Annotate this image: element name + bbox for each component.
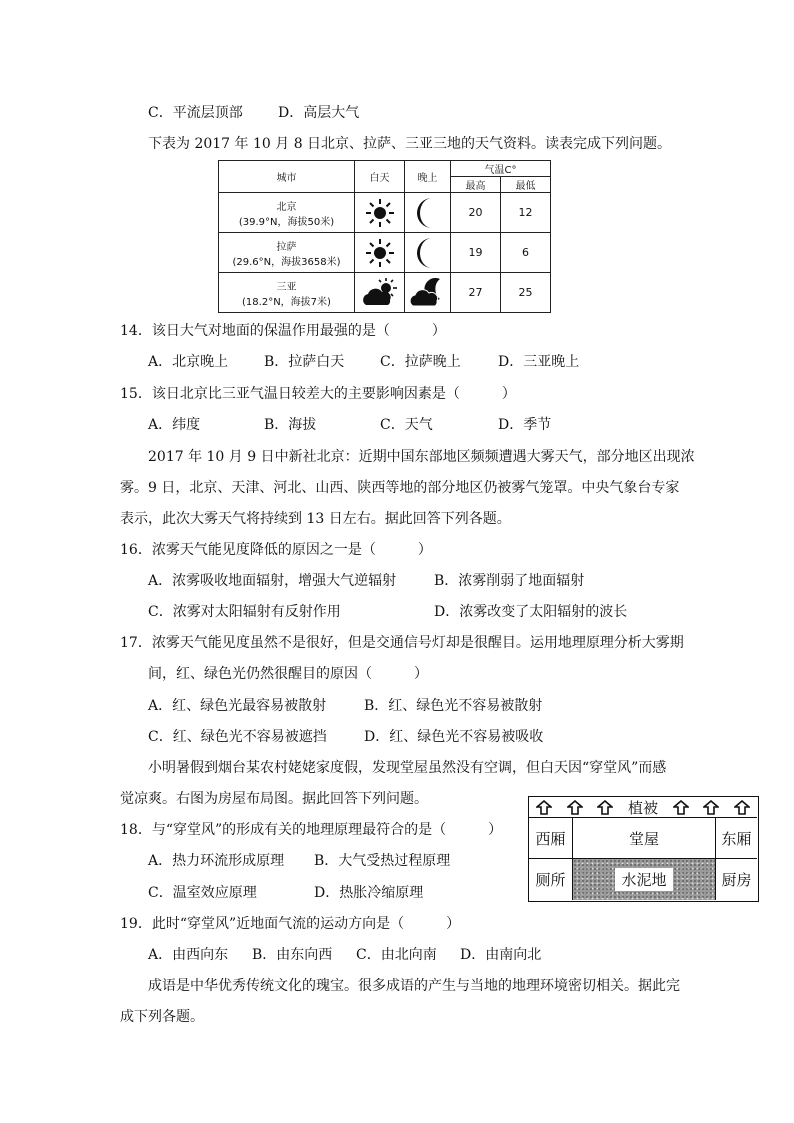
passage-house-2: 觉凉爽。右图为房屋布局图。据此回答下列问题。 <box>120 791 428 807</box>
q18-option-a: A．热力环流形成原理 <box>148 853 285 869</box>
cement-yard <box>573 859 715 900</box>
passage-fog-3: 表示，此次大雾天气将持续到 13 日左右。据此回答下列各题。 <box>120 511 511 527</box>
main-hall: 堂屋 <box>573 818 715 859</box>
q18-option-c: C．温室效应原理 <box>148 885 257 901</box>
night-cell <box>405 233 451 273</box>
q19-option-c: C．由北向南 <box>356 947 437 963</box>
passage-fog-2: 雾。9 日，北京、天津、河北、山西、陕西等地的部分地区仍被雾气笼罩。中央气象台专家 <box>120 480 680 496</box>
moon-icon <box>413 236 443 270</box>
tree-icon <box>703 800 719 815</box>
q17-options-cd <box>148 728 543 746</box>
q19-option-d: D．由南向北 <box>460 947 542 963</box>
kitchen: 厨房 <box>715 859 757 900</box>
q16-stem: 16．浓雾天气能见度降低的原因之一是（ ） <box>120 542 432 558</box>
q16-option-b: B．浓雾削弱了地面辐射 <box>434 573 585 589</box>
q15-option-d: D．季节 <box>498 417 552 433</box>
q17-stem-1: 17．浓雾天气能见度虽然不是很好，但是交通信号灯却是很醒目。运用地理原理分析大雾期 <box>120 635 684 651</box>
night-cell <box>405 273 451 313</box>
q14-option-b: B．拉萨白天 <box>264 354 345 370</box>
q16-option-c: C．浓雾对太阳辐射有反射作用 <box>148 604 341 620</box>
q18-options-ab <box>148 852 450 870</box>
sun-icon <box>365 238 395 268</box>
q14-option-c: C．拉萨晚上 <box>380 354 461 370</box>
weather-table <box>218 160 551 313</box>
table-intro: 下表为 2017 年 10 月 8 日北京、拉萨、三亚三地的天气资料。读表完成下列问题。 <box>148 136 672 152</box>
q15-options <box>148 416 551 434</box>
header-max: 最高 <box>451 177 501 193</box>
tree-icon <box>567 800 583 815</box>
sun-icon <box>365 198 395 228</box>
q15-option-b: B．海拔 <box>264 417 317 433</box>
tree-icon <box>536 800 552 815</box>
city-cell <box>219 233 355 273</box>
city-name: 拉萨 <box>276 241 297 253</box>
west-room: 西厢 <box>529 818 573 859</box>
q13-option-c: C．平流层顶部 <box>148 105 243 121</box>
passage-fog-1: 2017 年 10 月 9 日中新社北京：近期中国东部地区频频遭遇大雾天气，部分地区出现浓 <box>148 449 695 465</box>
tree-icon <box>734 800 750 815</box>
q16-options-ab <box>148 572 584 590</box>
header-min: 最低 <box>501 177 551 193</box>
q19-options <box>148 946 541 964</box>
q15-stem: 15．该日北京比三亚气温日较差大的主要影响因素是（ ） <box>120 386 516 402</box>
q18-option-d: D．热胀冷缩原理 <box>314 885 424 901</box>
q14-stem: 14．该日大气对地面的保温作用最强的是（ ） <box>120 323 446 339</box>
toilet: 厕所 <box>529 859 573 900</box>
q17-stem-2: 间，红、绿色光仍然很醒目的原因（ ） <box>148 666 428 682</box>
q17-option-d: D．红、绿色光不容易被吸收 <box>364 729 544 745</box>
q14-option-a: A．北京晚上 <box>148 354 229 370</box>
max-temp: 20 <box>451 193 501 233</box>
day-cell <box>355 273 405 313</box>
table-row <box>219 233 551 273</box>
cloudy-moon-icon <box>410 278 446 308</box>
table-row <box>219 273 551 313</box>
cement-yard-label: 水泥地 <box>615 868 672 891</box>
city-name: 三亚 <box>276 281 297 293</box>
city-cell <box>219 193 355 233</box>
q15-option-a: A．纬度 <box>148 417 201 433</box>
passage-idiom-2: 成下列各题。 <box>120 1009 204 1025</box>
q17-options-ab <box>148 697 542 715</box>
header-temp: 气温C° <box>451 161 551 177</box>
tree-icon <box>597 800 613 815</box>
city-name: 北京 <box>276 201 297 213</box>
min-temp: 6 <box>501 233 551 273</box>
header-city: 城市 <box>219 161 355 193</box>
city-cell <box>219 273 355 313</box>
q14-option-d: D．三亚晚上 <box>498 354 580 370</box>
passage-house-1: 小明暑假到烟台某农村姥姥家度假，发现堂屋虽然没有空调，但白天因“穿堂风”而感 <box>148 760 667 776</box>
day-cell <box>355 233 405 273</box>
header-night: 晚上 <box>405 161 451 193</box>
city-coord: (39.9°N，海拔50米) <box>238 216 335 228</box>
min-temp: 12 <box>501 193 551 233</box>
q19-option-a: A．由西向东 <box>148 947 229 963</box>
city-coord: (29.6°N，海拔3658米) <box>232 256 341 268</box>
q14-options <box>148 353 579 371</box>
q13-option-d: D．高层大气 <box>278 105 360 121</box>
header-day: 白天 <box>355 161 405 193</box>
q19-option-b: B．由东向西 <box>252 947 333 963</box>
vegetation-strip <box>529 797 757 818</box>
passage-idiom-1: 成语是中华优秀传统文化的瑰宝。很多成语的产生与当地的地理环境密切相关。据此完 <box>148 978 680 994</box>
table-row <box>219 193 551 233</box>
q17-option-a: A．红、绿色光最容易被散射 <box>148 698 327 714</box>
cloudy-sun-icon <box>362 278 398 308</box>
q18-option-b: B．大气受热过程原理 <box>314 853 451 869</box>
max-temp: 27 <box>451 273 501 313</box>
city-coord: (18.2°N，海拔7米) <box>242 296 331 308</box>
q15-option-c: C．天气 <box>380 417 433 433</box>
q19-stem: 19．此时“穿堂风”近地面气流的运动方向是（ ） <box>120 916 461 932</box>
q17-option-c: C．红、绿色光不容易被遮挡 <box>148 729 327 745</box>
max-temp: 19 <box>451 233 501 273</box>
q18-options-cd <box>148 884 423 902</box>
house-layout-diagram <box>528 796 759 902</box>
q18-stem: 18．与“穿堂风”的形成有关的地理原理最符合的是（ ） <box>120 822 503 838</box>
east-room: 东厢 <box>715 818 757 859</box>
moon-icon <box>413 196 443 230</box>
q13-options-cd <box>148 104 359 122</box>
q16-option-d: D．浓雾改变了太阳辐射的波长 <box>434 604 628 620</box>
q16-options-cd <box>148 603 627 621</box>
vegetation-label: 植被 <box>627 798 658 817</box>
night-cell <box>405 193 451 233</box>
day-cell <box>355 193 405 233</box>
q16-option-a: A．浓雾吸收地面辐射，增强大气逆辐射 <box>148 573 397 589</box>
tree-icon <box>673 800 689 815</box>
q17-option-b: B．红、绿色光不容易被散射 <box>364 698 543 714</box>
min-temp: 25 <box>501 273 551 313</box>
